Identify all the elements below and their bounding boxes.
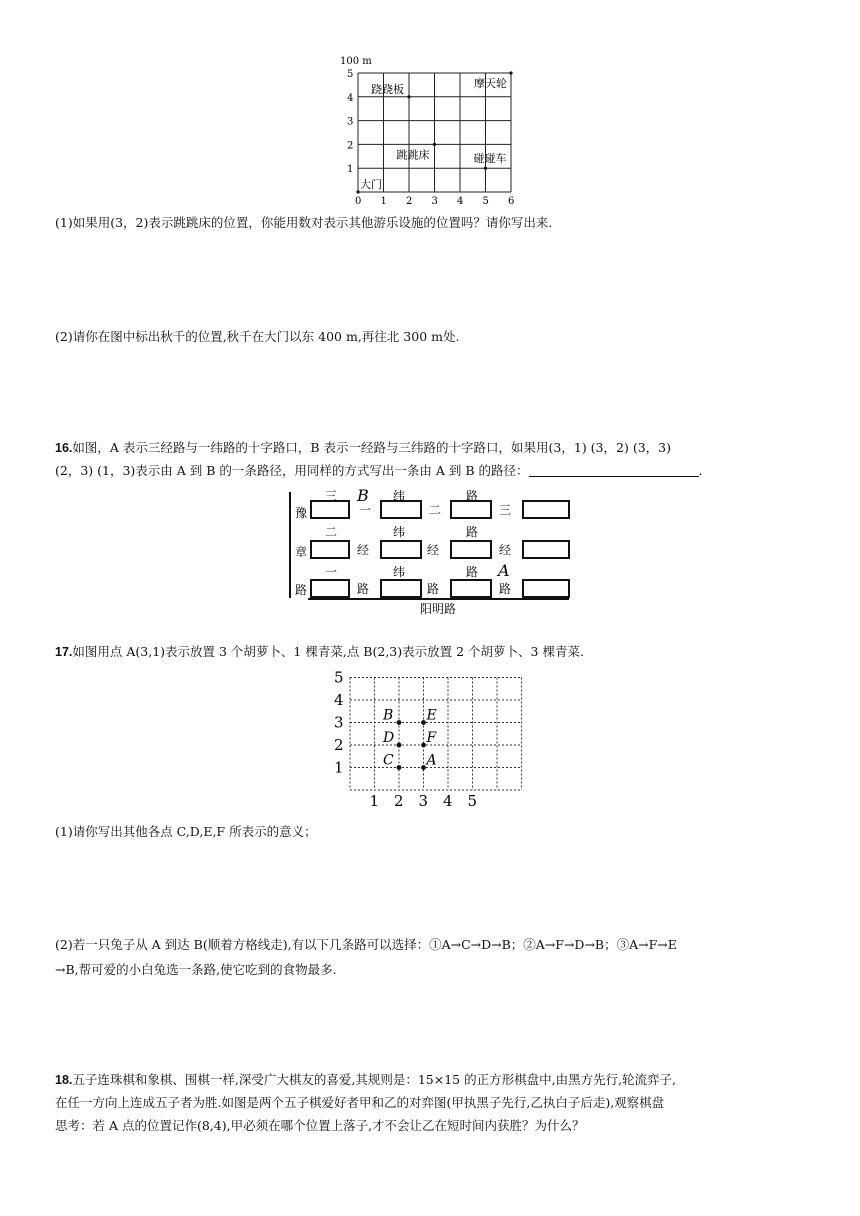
street-label: 路 [499,582,512,596]
y-tick-label: 3 [347,116,354,128]
street-label: 路 [466,525,479,539]
x-tick-label: 3 [431,196,438,207]
point-label: A [426,752,437,769]
street-label: 三 [325,489,338,503]
street-label: 纬 [393,489,406,503]
x-tick-label: 4 [443,792,453,810]
street-label: 经 [427,543,440,557]
block [451,501,491,518]
question-number: 16. [55,441,73,455]
q18-line1 [55,1070,676,1090]
place-label: 跷跷板 [371,82,404,96]
street-label: 路 [427,582,440,596]
q15-part1: (1)如果用(3，2)表示跳跳床的位置，你能用数对表示其他游乐设施的位置吗？请你写出来. [55,215,553,230]
q18-line3: 思考：若 A 点的位置记作(8,4),甲必须在哪个位置上落子,才不会让乙在短时间内获胜？为什么？ [55,1118,585,1133]
point-label: E [426,707,437,724]
x-tick-label: 5 [467,792,478,810]
grid-point [397,720,402,725]
street-label: 一 [359,503,372,517]
block [311,541,349,558]
point-a-label: A [498,561,510,580]
block [381,541,421,558]
grid-point [397,743,402,748]
grid-point [421,765,426,770]
left-road-char-1: 豫 [295,506,308,520]
street-label: 二 [325,525,338,539]
place-dot [484,167,487,170]
q16-text-2: (2，3) (1，3)表示由 A 到 B 的一条路径，用同样的方式写出一条由 A 到 B 的路径： [55,463,529,478]
y-tick-label: 5 [334,668,344,687]
q18-text: 五子连珠棋和象棋、围棋一样,深受广大棋友的喜爱,其规则是：15×15 的正方形棋盘中,由黑方先行,轮流弈子, [72,1072,677,1087]
street-label: 一 [325,565,338,579]
q16-text: 如图，A 表示三经路与一纬路的十字路口，B 表示一经路与三纬路的十字路口，如果用(3，1) (3，2) (3，3) [72,440,671,455]
y-tick-label: 2 [334,736,344,754]
street-label: 纬 [393,565,406,579]
place-label: 碰碰车 [473,152,507,166]
block [523,541,569,558]
x-tick-label: 2 [394,792,404,810]
left-road-char-3: 路 [295,583,308,597]
q18-line2: 在任一方向上连成五子者为胜.如图是两个五子棋爱好者甲和乙的对弈图(甲执黑子先行,乙执白子后走),观察棋盘 [55,1095,665,1110]
street-label: 二 [429,503,442,517]
axis-ticks [334,669,477,811]
place-dot [407,95,410,98]
point-label: B [383,707,394,724]
street-label: 路 [466,489,479,503]
park-grid-figure [330,52,530,212]
x-tick-label: 0 [355,196,362,207]
y-tick-label: 5 [347,69,354,80]
block [381,501,421,518]
question-number: 17. [55,645,73,659]
street-map-figure [283,486,573,616]
grid-point [397,765,402,770]
y-tick-label: 3 [334,713,344,732]
point-b-label: B [357,486,369,505]
q17-intro [55,642,584,662]
street-label: 路 [466,565,479,579]
q16-line2 [55,461,703,480]
place-dot [433,143,436,146]
left-road-char-2: 章 [295,545,308,559]
q16-period: . [698,463,703,478]
place-label: 摩天轮 [474,77,507,90]
grid-points [382,708,438,770]
q15-part2: (2)请你在图中标出秋千的位置,秋千在大门以东 400 m,再往北 300 m处. [55,329,460,344]
street-label: 经 [357,543,370,557]
x-tick-label: 1 [369,792,380,810]
point-label: D [383,730,395,746]
block [523,580,569,597]
block [451,580,491,597]
x-tick-label: 2 [406,196,413,207]
street-label: 三 [499,503,512,517]
street-label: 路 [357,582,370,596]
x-tick-label: 3 [418,792,429,810]
y-tick-label: 1 [347,164,354,176]
unit-label: 100 m [340,56,372,67]
street-label: 经 [499,543,512,557]
point-label: F [426,730,437,746]
y-tick-label: 4 [334,691,344,709]
block [523,501,569,518]
q17-part2-line2: →B,帮可爱的小白兔选一条路,使它吃到的食物最多. [55,962,337,977]
q17-part2-line1: (2)若一只兔子从 A 到达 B(顺着方格线走),有以下几条路可以选择：①A→C→D→B；②A→F→D→B；③A→F→E [55,937,677,952]
grid-point [421,743,426,748]
point-label: C [383,752,394,769]
y-tick-label: 1 [334,758,344,777]
x-tick-label: 4 [457,196,464,207]
block [311,580,349,597]
y-tick-label: 4 [347,92,354,104]
q17-text: 如图用点 A(3,1)表示放置 3 个胡萝卜、1 棵青菜,点 B(2,3)表示放置 2 个胡萝卜、3 棵青菜. [72,644,584,659]
place-label: 跳跳床 [396,148,430,162]
x-tick-label: 1 [380,196,387,207]
x-tick-label: 5 [482,196,489,207]
block [311,501,349,518]
place-label: 大门 [360,178,382,191]
y-tick-label: 2 [347,140,354,152]
question-number: 18. [55,1073,73,1087]
block [381,580,421,597]
block [451,541,491,558]
x-tick-label: 6 [508,196,515,207]
vegetable-grid-figure [330,665,530,810]
bottom-road-label: 阳明路 [420,602,457,616]
q17-part1: (1)请你写出其他各点 C,D,E,F 所表示的意义； [55,824,317,839]
grid-point [421,720,426,725]
street-label: 纬 [393,525,406,539]
q16-line1 [55,438,671,458]
answer-blank[interactable] [529,463,699,477]
place-dot [509,71,512,74]
